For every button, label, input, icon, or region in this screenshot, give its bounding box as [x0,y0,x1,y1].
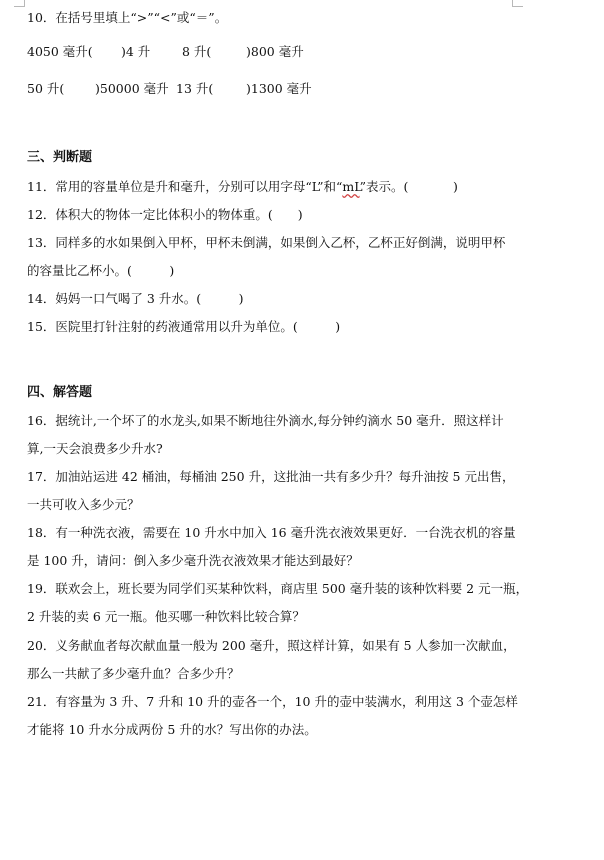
q16-line-1: 16．据统计,一个坏了的水龙头,如果不断地往外滴水,每分钟约滴水 50 毫升．照这样计 [27,413,504,428]
q20-line-1: 20．义务献血者每次献血量一般为 200 毫升，照这样计算，如果有 5 人参加一次献血， [27,638,516,653]
q17-line-1: 17．加油站运进 42 桶油，每桶油 250 升，这批油一共有多少升？每升油按 5 元出售， [27,469,515,484]
q21-line-2: 才能将 10 升水分成两份 5 升的水？写出你的办法。 [27,722,317,737]
q19-line-1: 19．联欢会上，班长要为同学们买某种饮料，商店里 500 毫升装的该种饮料要 2 元一瓶， [27,581,529,596]
q18-line-1: 18．有一种洗衣液，需要在 10 升水中加入 16 毫升洗衣液效果更好．一台洗衣机的容量 [27,525,516,540]
q13-line-1: 13．同样多的水如果倒入甲杯，甲杯未倒满，如果倒入乙杯，乙杯正好倒满，说明甲杯 [27,235,506,250]
q17-line-2: 一共可收入多少元？ [27,497,140,512]
q10-title: 10．在括号里填上“>”“<”或“＝”。 [27,10,228,25]
q10-row2-b: )50000 毫升 [95,81,169,96]
q11-close-paren: ) [453,179,458,194]
q12-line: 12．体积大的物体一定比体积小的物体重。( ) [27,207,303,222]
q10-row1-b: )4 升 [121,44,151,59]
q10-row2-c: 13 升( [176,81,214,96]
q21-line-1: 21．有容量为 3 升、7 升和 10 升的壶各一个，10 升的壶中装满水，利用这 3 个壶怎样 [27,694,518,709]
page-corner-mark-left [14,0,25,7]
q14-line: 14．妈妈一口气喝了 3 升水。( ) [27,291,244,306]
q10-row1-a: 4050 毫升( [27,44,93,59]
q16-line-2: 算,一天会浪费多少升水? [27,441,163,456]
section4-heading: 四、解答题 [27,385,93,400]
q11-ml-unit: mL [342,179,360,194]
q10-row2-a: 50 升( [27,81,65,96]
section3-heading: 三、判断题 [27,150,93,165]
q20-line-2: 那么一共献了多少毫升血？合多少升？ [27,666,240,681]
q18-line-2: 是 100 升，请问：倒入多少毫升洗衣液效果才能达到最好？ [27,553,359,568]
q10-row1-c: 8 升( [182,44,212,59]
q11-text-post: ”表示。( [359,179,409,194]
q10-row2-d: )1300 毫升 [246,81,312,96]
q11-text-pre: 11．常用的容量单位是升和毫升，分别可以用字母“L”和“ [27,179,343,194]
q19-line-2: 2 升装的卖 6 元一瓶。他买哪一种饮料比较合算？ [27,609,305,624]
q10-row1 [27,44,587,60]
q15-line: 15．医院里打针注射的药液通常用以升为单位。( ) [27,319,341,334]
q10-row2 [27,81,587,97]
q11-line [27,179,587,195]
q13-line-2: 的容量比乙杯小。( ) [27,263,175,278]
q10-row1-d: )800 毫升 [246,44,304,59]
page-corner-mark-right [512,0,523,7]
